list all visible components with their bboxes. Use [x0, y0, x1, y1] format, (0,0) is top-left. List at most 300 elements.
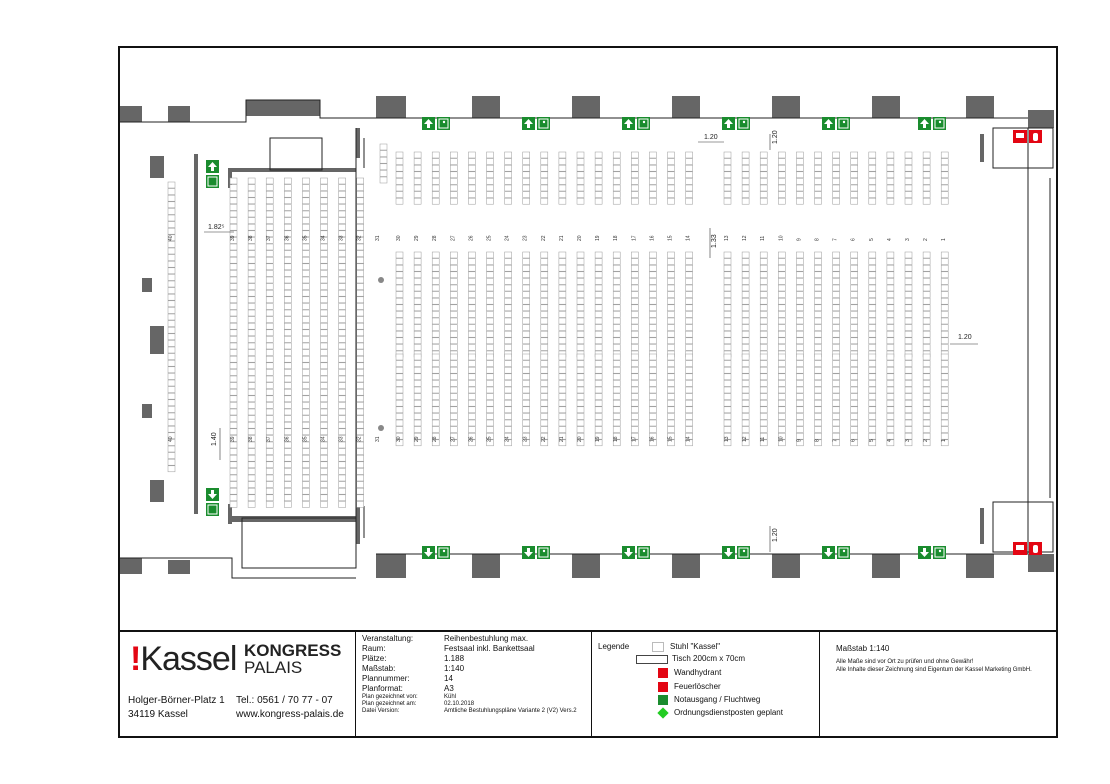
chair	[168, 215, 175, 221]
chair	[559, 292, 566, 298]
chair	[631, 387, 638, 393]
chair	[414, 285, 421, 291]
chair	[339, 455, 346, 461]
chair	[230, 363, 237, 369]
chair	[468, 305, 475, 311]
chair	[284, 422, 291, 428]
chair	[649, 361, 656, 367]
chair	[357, 264, 364, 270]
chair	[487, 380, 494, 386]
chair	[523, 311, 530, 317]
chair	[686, 285, 693, 291]
chair	[248, 244, 255, 250]
chair	[230, 330, 237, 336]
chair	[649, 305, 656, 311]
chair	[905, 394, 912, 400]
chair	[523, 192, 530, 198]
chair	[941, 380, 948, 386]
chair	[487, 152, 494, 158]
chair	[869, 285, 876, 291]
row-number: 40	[168, 436, 174, 442]
chair	[778, 311, 785, 317]
chair	[302, 251, 309, 257]
chair	[668, 272, 675, 278]
chair	[414, 185, 421, 191]
chair	[778, 172, 785, 178]
chair	[869, 380, 876, 386]
chair	[230, 409, 237, 415]
chair	[321, 363, 328, 369]
chair	[760, 374, 767, 380]
chair	[380, 157, 387, 163]
chair	[851, 305, 858, 311]
chair	[523, 305, 530, 311]
exit-sign-icon	[918, 117, 946, 130]
chair	[595, 394, 602, 400]
chair	[396, 427, 403, 433]
chair	[266, 501, 273, 507]
chair	[905, 165, 912, 171]
chair	[468, 272, 475, 278]
chair	[833, 354, 840, 360]
chair	[541, 192, 548, 198]
chair	[887, 165, 894, 171]
chair	[923, 380, 930, 386]
chair	[577, 265, 584, 271]
dim-bottom-gap: 1.20	[772, 528, 779, 542]
chair	[887, 298, 894, 304]
chair	[686, 172, 693, 178]
row-number: 16	[649, 235, 656, 241]
chair	[248, 501, 255, 507]
chair	[168, 446, 175, 452]
chair	[724, 152, 731, 158]
chair	[339, 310, 346, 316]
chair	[724, 380, 731, 386]
steward-diamond-icon	[657, 707, 668, 718]
chair	[851, 400, 858, 406]
chair	[815, 413, 822, 419]
chair	[796, 252, 803, 258]
chair	[559, 298, 566, 304]
chair	[321, 350, 328, 356]
chair	[905, 433, 912, 439]
chair	[266, 178, 273, 184]
chair	[468, 394, 475, 400]
chair	[357, 462, 364, 468]
chair	[760, 185, 767, 191]
chair	[649, 292, 656, 298]
chair	[559, 285, 566, 291]
chair	[923, 433, 930, 439]
chair	[851, 298, 858, 304]
chair	[523, 338, 530, 344]
chair	[760, 387, 767, 393]
chair	[577, 394, 584, 400]
chair	[887, 344, 894, 350]
chair	[815, 185, 822, 191]
chair	[414, 278, 421, 284]
chair	[357, 402, 364, 408]
chair	[905, 259, 912, 265]
chair	[248, 330, 255, 336]
chair	[230, 356, 237, 362]
chair	[339, 396, 346, 402]
chair	[869, 311, 876, 317]
exit-sign-icon	[722, 546, 750, 559]
chair	[724, 278, 731, 284]
chair	[284, 270, 291, 276]
chair	[523, 387, 530, 393]
chair	[559, 311, 566, 317]
chair	[742, 272, 749, 278]
chair	[905, 331, 912, 337]
chair	[168, 413, 175, 419]
chair	[778, 278, 785, 284]
row-number: 32	[356, 235, 363, 241]
chair	[230, 277, 237, 283]
chair	[284, 290, 291, 296]
chair	[923, 331, 930, 337]
chair	[905, 427, 912, 433]
chair	[559, 344, 566, 350]
chair	[168, 321, 175, 327]
chair	[796, 325, 803, 331]
chair	[248, 416, 255, 422]
chair	[450, 252, 457, 258]
chair	[357, 244, 364, 250]
chair	[613, 420, 620, 426]
chair	[450, 427, 457, 433]
chair	[357, 422, 364, 428]
chair	[357, 363, 364, 369]
chair	[613, 413, 620, 419]
row-number: 23	[522, 235, 529, 241]
chair	[595, 354, 602, 360]
chair	[284, 356, 291, 362]
chair	[505, 427, 512, 433]
chair	[284, 495, 291, 501]
chair	[321, 396, 328, 402]
chair	[168, 281, 175, 287]
chair	[414, 159, 421, 165]
chair	[339, 303, 346, 309]
chair	[357, 191, 364, 197]
chair	[815, 259, 822, 265]
dim-top-gap2: 1.20	[772, 130, 779, 144]
chair	[302, 317, 309, 323]
chair	[577, 400, 584, 406]
chair	[869, 292, 876, 298]
chair	[595, 198, 602, 204]
row-number: 17	[631, 436, 638, 442]
chair	[248, 363, 255, 369]
chair	[302, 198, 309, 204]
chair	[432, 252, 439, 258]
chair	[796, 298, 803, 304]
chair	[724, 285, 731, 291]
chair	[487, 413, 494, 419]
chair	[724, 265, 731, 271]
chair	[724, 338, 731, 344]
chair	[321, 323, 328, 329]
row-number: 26	[468, 235, 475, 241]
chair	[833, 407, 840, 413]
chair	[760, 265, 767, 271]
chair	[266, 488, 273, 494]
chair	[168, 208, 175, 214]
row-number: 36	[284, 436, 291, 442]
chair	[230, 310, 237, 316]
chair	[760, 259, 767, 265]
chair	[168, 387, 175, 393]
chair	[396, 272, 403, 278]
chair	[339, 501, 346, 507]
chair	[302, 495, 309, 501]
chair	[266, 185, 273, 191]
chair	[869, 338, 876, 344]
chair	[432, 387, 439, 393]
legend-title: Legende	[598, 642, 630, 651]
chair	[760, 298, 767, 304]
chair	[742, 152, 749, 158]
chair	[742, 407, 749, 413]
chair	[613, 265, 620, 271]
chair	[778, 344, 785, 350]
chair	[742, 192, 749, 198]
chair	[541, 380, 548, 386]
chair	[686, 387, 693, 393]
chair	[595, 178, 602, 184]
chair	[833, 165, 840, 171]
chair	[923, 413, 930, 419]
chair	[869, 252, 876, 258]
chair	[577, 185, 584, 191]
chair	[468, 367, 475, 373]
chair	[248, 409, 255, 415]
chair	[905, 311, 912, 317]
chair	[284, 488, 291, 494]
chair	[887, 374, 894, 380]
chair	[357, 501, 364, 507]
chair	[668, 338, 675, 344]
chair	[887, 252, 894, 258]
chair	[851, 344, 858, 350]
chair	[168, 347, 175, 353]
chair	[649, 198, 656, 204]
chair	[869, 298, 876, 304]
chair	[595, 305, 602, 311]
chair	[357, 455, 364, 461]
row-number: 33	[338, 436, 345, 442]
row-number: 27	[450, 235, 457, 241]
row-number: 6	[850, 439, 857, 442]
chair	[796, 178, 803, 184]
chair	[905, 172, 912, 178]
chair	[414, 374, 421, 380]
chair	[505, 198, 512, 204]
chair	[468, 338, 475, 344]
row-number: 28	[432, 235, 439, 241]
chair	[778, 305, 785, 311]
chair	[760, 311, 767, 317]
row-number: 9	[796, 439, 803, 442]
chair	[487, 285, 494, 291]
chair	[851, 285, 858, 291]
chair	[869, 413, 876, 419]
chair	[284, 468, 291, 474]
row-number: 3	[905, 238, 911, 241]
chair	[833, 433, 840, 439]
chair	[468, 278, 475, 284]
chair	[742, 325, 749, 331]
chair	[595, 278, 602, 284]
chair	[724, 374, 731, 380]
chair	[778, 407, 785, 413]
chair	[778, 420, 785, 426]
chair	[339, 290, 346, 296]
chair	[523, 259, 530, 265]
chair	[559, 165, 566, 171]
chair	[414, 380, 421, 386]
chair	[487, 407, 494, 413]
legend-chair: Stuhl "Kassel"	[652, 642, 720, 652]
chair	[941, 252, 948, 258]
chair	[742, 413, 749, 419]
chair	[742, 374, 749, 380]
chair	[686, 185, 693, 191]
chair	[686, 305, 693, 311]
chair	[815, 278, 822, 284]
chair	[941, 361, 948, 367]
dim-left-gap: 1.40	[211, 432, 218, 446]
chair	[724, 192, 731, 198]
chair	[941, 344, 948, 350]
row-number: 24	[504, 436, 511, 442]
chair	[321, 383, 328, 389]
chair	[505, 407, 512, 413]
chair	[649, 387, 656, 393]
chair	[468, 172, 475, 178]
chair	[505, 331, 512, 337]
chair	[357, 336, 364, 342]
chair	[357, 185, 364, 191]
exit-sign-icon	[622, 546, 650, 559]
chair	[541, 427, 548, 433]
chair	[396, 259, 403, 265]
chair	[339, 244, 346, 250]
scale-cell	[820, 632, 1056, 738]
chair	[923, 427, 930, 433]
chair	[649, 159, 656, 165]
chair	[869, 420, 876, 426]
chair	[468, 298, 475, 304]
chair	[230, 336, 237, 342]
chair	[851, 427, 858, 433]
chair	[559, 192, 566, 198]
chair	[541, 165, 548, 171]
chair	[321, 290, 328, 296]
chair	[302, 204, 309, 210]
row-number: 1	[941, 439, 948, 442]
chair	[487, 292, 494, 298]
chair	[487, 298, 494, 304]
chair	[321, 284, 328, 290]
chair	[668, 159, 675, 165]
chair	[284, 198, 291, 204]
dim-right-gap: 1.20	[958, 334, 972, 341]
chair	[505, 400, 512, 406]
info-row: Maßstab: 1:140	[362, 664, 465, 673]
row-number: 14	[685, 235, 692, 241]
chair	[668, 344, 675, 350]
chair	[450, 394, 457, 400]
chair	[613, 361, 620, 367]
chair	[230, 211, 237, 217]
chair	[284, 224, 291, 230]
chair	[686, 427, 693, 433]
chair	[613, 394, 620, 400]
chair	[450, 185, 457, 191]
chair	[869, 198, 876, 204]
chair	[686, 265, 693, 271]
chair	[815, 192, 822, 198]
chair	[668, 259, 675, 265]
chair	[887, 272, 894, 278]
chair	[742, 265, 749, 271]
chair	[414, 407, 421, 413]
chair	[760, 305, 767, 311]
chair	[230, 422, 237, 428]
row-number: 20	[577, 436, 583, 442]
chair	[284, 363, 291, 369]
chair	[559, 325, 566, 331]
chair	[284, 204, 291, 210]
chair	[941, 172, 948, 178]
chair	[905, 292, 912, 298]
chair	[668, 413, 675, 419]
chair	[230, 270, 237, 276]
chair	[851, 407, 858, 413]
chair	[905, 338, 912, 344]
chair	[649, 338, 656, 344]
chair	[631, 331, 638, 337]
chair	[905, 152, 912, 158]
chair	[923, 272, 930, 278]
chair	[432, 152, 439, 158]
chair	[778, 361, 785, 367]
chair	[613, 198, 620, 204]
chair	[266, 204, 273, 210]
chair	[649, 344, 656, 350]
chair	[724, 354, 731, 360]
dim-top-gap: 1.20	[704, 134, 718, 141]
chair	[851, 292, 858, 298]
chair	[396, 278, 403, 284]
chair	[887, 265, 894, 271]
chair	[778, 298, 785, 304]
chair	[649, 192, 656, 198]
chair	[577, 361, 584, 367]
chair	[577, 367, 584, 373]
website-link[interactable]: www.kongress-palais.de	[236, 709, 344, 720]
chair	[887, 185, 894, 191]
chair	[302, 455, 309, 461]
chair	[266, 330, 273, 336]
chair	[450, 192, 457, 198]
chair	[851, 152, 858, 158]
chair	[613, 165, 620, 171]
